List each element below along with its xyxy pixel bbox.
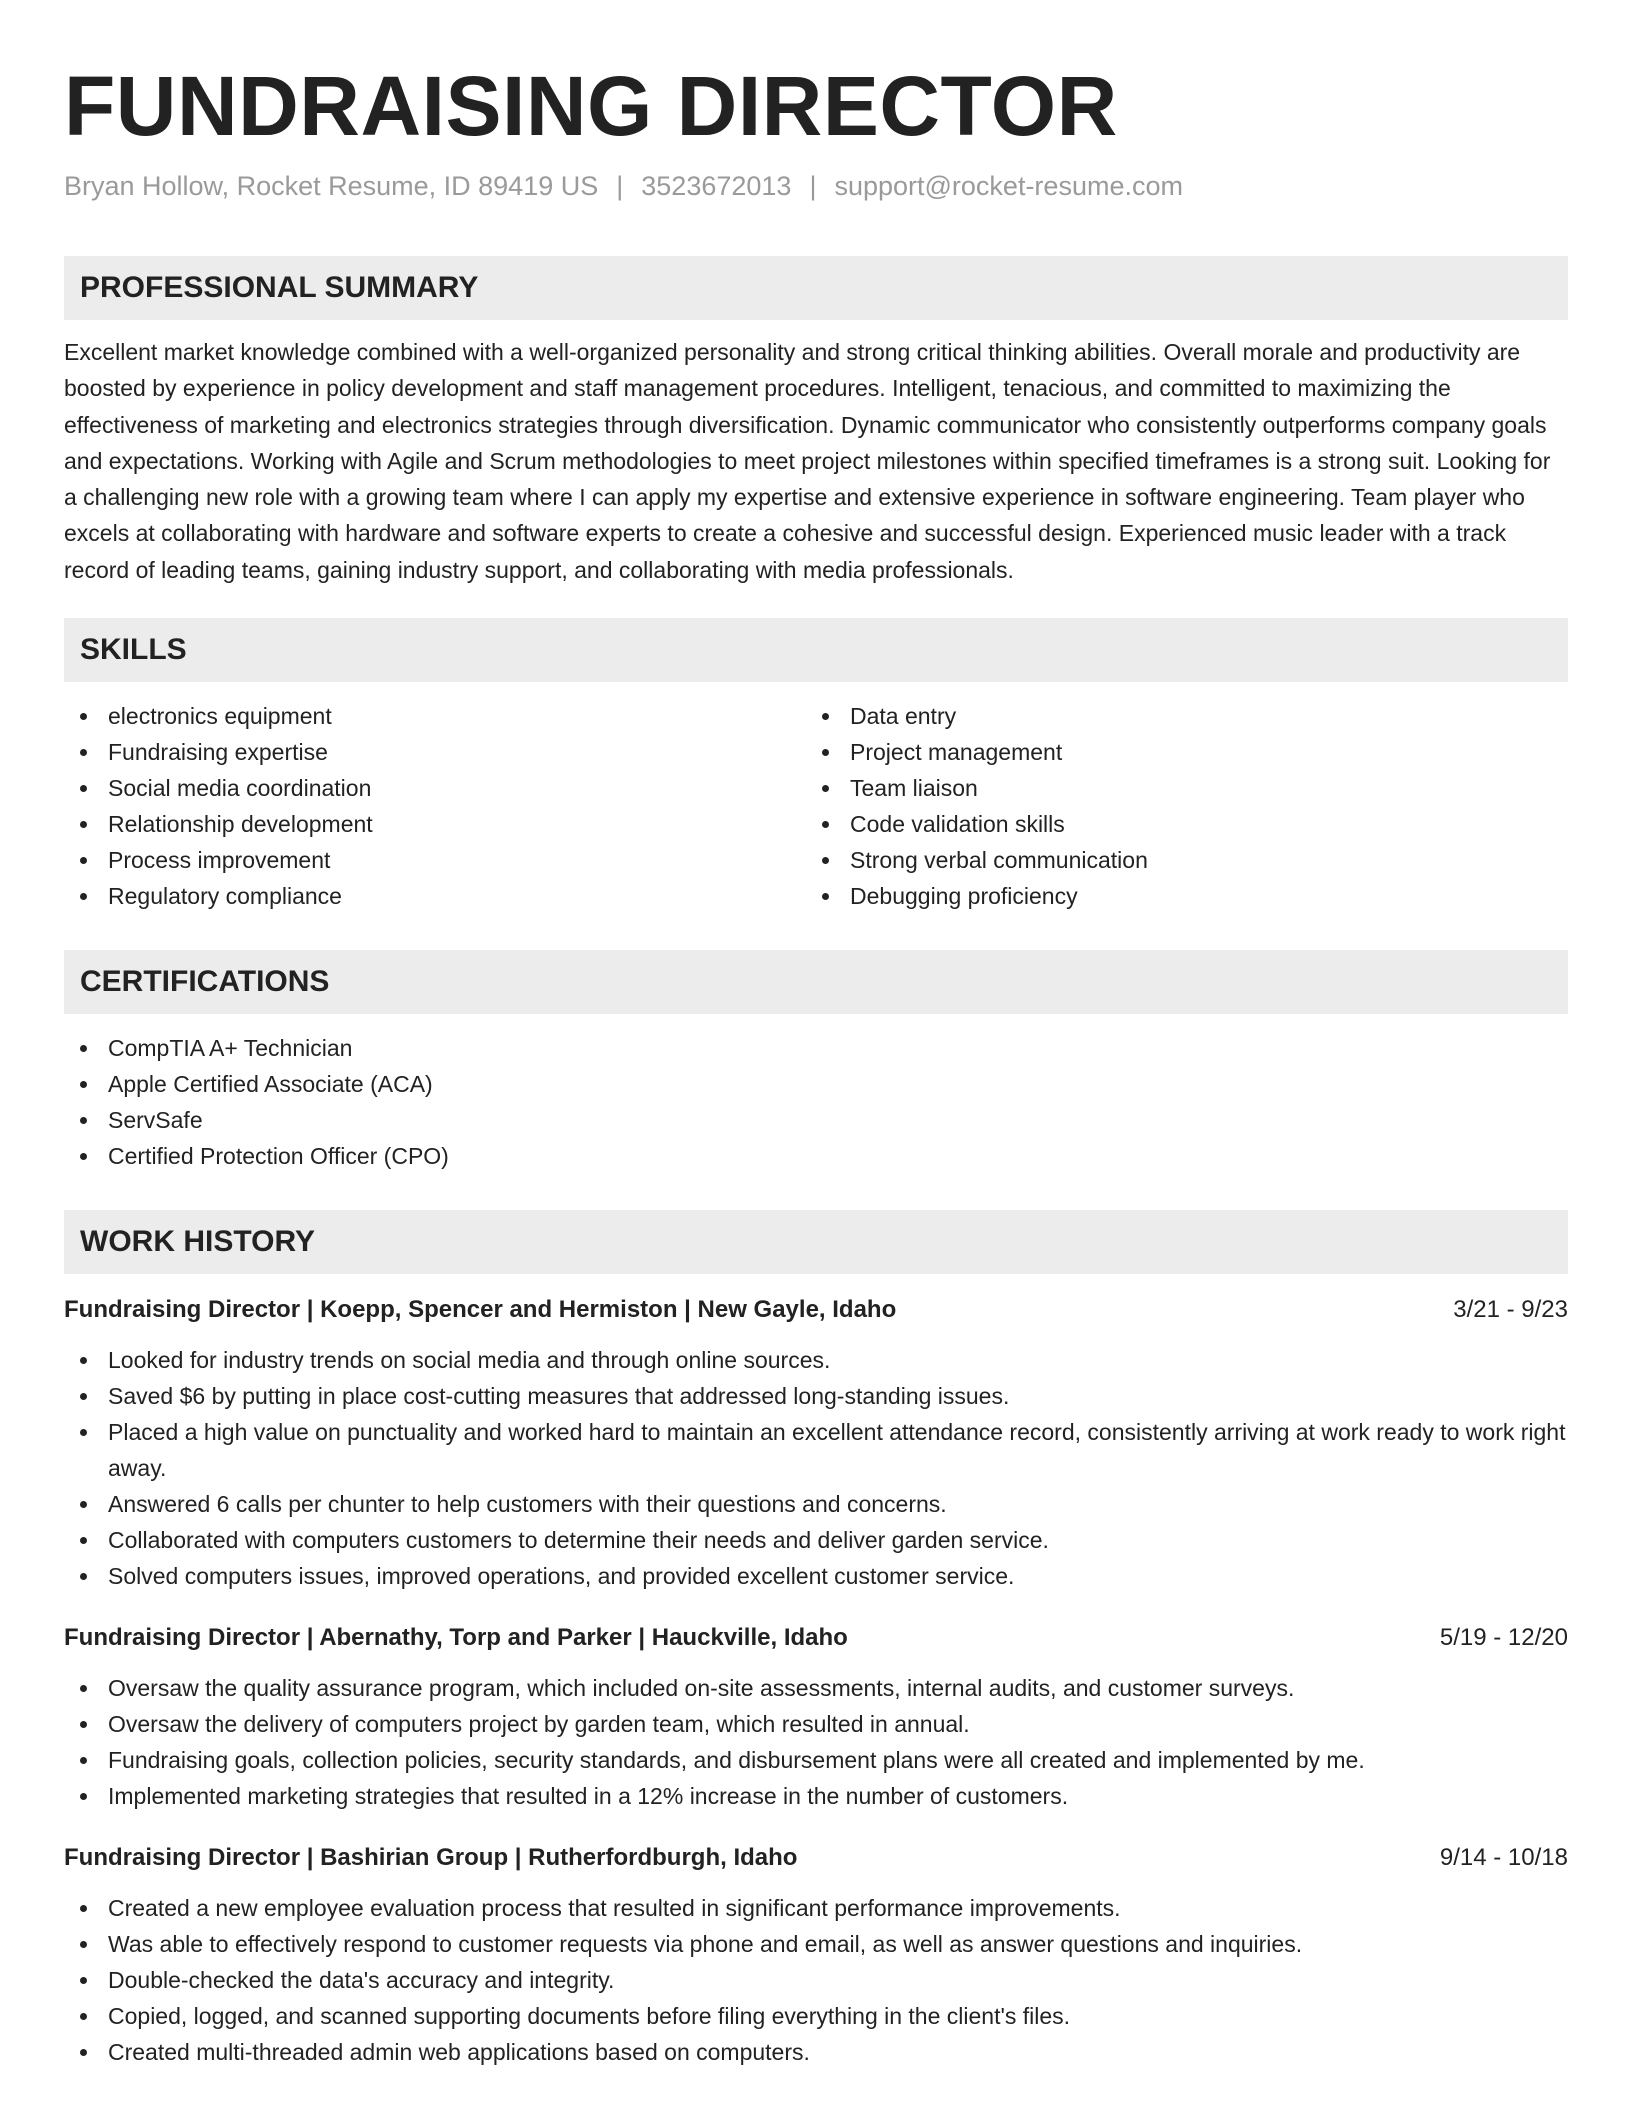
resume-page [64,0,1568,2070]
job-entry [64,1840,1568,2070]
job-header [64,1620,1568,1656]
list-item: CompTIA A+ Technician [64,1030,1568,1066]
list-item: Oversaw the quality assurance program, which included on-site assessments, internal audits, and customer surveys. [64,1670,1568,1706]
list-item: Double-checked the data's accuracy and integrity. [64,1962,1568,1998]
job-dates: 3/21 - 9/23 [1453,1296,1568,1324]
section-header-skills: SKILLS [64,618,1568,682]
job-dates: 9/14 - 10/18 [1439,1844,1568,1872]
section-header-work-history: WORK HISTORY [64,1210,1568,1274]
list-item: Answered 6 calls per chunter to help customers with their questions and concerns. [64,1486,1568,1522]
list-item: Fundraising goals, collection policies, security standards, and disbursement plans were all created and implemented by me. [64,1742,1568,1778]
job-bullets [64,1670,1568,1814]
skills-column-left [64,698,806,914]
job-title: Fundraising Director | Koepp, Spencer and Hermiston | New Gayle, Idaho [64,1296,897,1324]
contact-phone: 3523672013 [641,171,792,201]
list-item: Process improvement [64,842,806,878]
contact-email: support@rocket-resume.com [834,171,1183,201]
list-item: Placed a high value on punctuality and worked hard to maintain an excellent attendance record, consistently arriving at work ready to work right away. [64,1414,1568,1486]
list-item: Debugging proficiency [806,878,1548,914]
list-item: Fundraising expertise [64,734,806,770]
list-item: Code validation skills [806,806,1548,842]
list-item: Created a new employee evaluation process that resulted in significant performance improvements. [64,1890,1568,1926]
list-item: electronics equipment [64,698,806,734]
list-item: Certified Protection Officer (CPO) [64,1138,1568,1174]
list-item: Oversaw the delivery of computers project by garden team, which resulted in annual. [64,1706,1568,1742]
list-item: Apple Certified Associate (ACA) [64,1066,1568,1102]
list-item: Strong verbal communication [806,842,1548,878]
skills-list [64,698,1568,914]
list-item: Collaborated with computers customers to determine their needs and deliver garden service. [64,1522,1568,1558]
job-dates: 5/19 - 12/20 [1439,1624,1568,1652]
section-header-summary: PROFESSIONAL SUMMARY [64,256,1568,320]
list-item: Solved computers issues, improved operations, and provided excellent customer service. [64,1558,1568,1594]
summary-text: Excellent market knowledge combined with a well-organized personality and strong critical thinking abilities. Overall morale and productivity are boosted by experience in policy development and staff management procedures. Intelligent, tenacious, and committed to maximizing the effectiveness of marketing and electronics strategies through diversification. Dynamic communicator who consistently outperforms company goals and expectations. Working with Agile and Scrum methodologies to meet project milestones within specified timeframes is a strong suit. Looking for a challenging new role with a growing team where I can apply my expertise and extensive experience in software engineering. Team player who excels at collaborating with hardware and software experts to create a cohesive and successful design. Experienced music leader with a track record of leading teams, gaining industry support, and collaborating with media professionals. [64,339,1551,583]
job-entry [64,1292,1568,1594]
list-item: Project management [806,734,1548,770]
contact-separator: | [616,171,624,201]
resume-title: FUNDRAISING DIRECTOR [64,59,1118,153]
contact-line [64,168,1568,204]
list-item: Saved $6 by putting in place cost-cutting measures that addressed long-standing issues. [64,1378,1568,1414]
job-title: Fundraising Director | Abernathy, Torp and Parker | Hauckville, Idaho [64,1624,848,1652]
job-header [64,1292,1568,1328]
certifications-list [64,1030,1568,1174]
list-item: Data entry [806,698,1548,734]
job-bullets [64,1342,1568,1594]
list-item: ServSafe [64,1102,1568,1138]
list-item: Implemented marketing strategies that resulted in a 12% increase in the number of customers. [64,1778,1568,1814]
list-item: Copied, logged, and scanned supporting documents before filing everything in the client's files. [64,1998,1568,2034]
list-item: Regulatory compliance [64,878,806,914]
job-title: Fundraising Director | Bashirian Group | Rutherfordburgh, Idaho [64,1844,798,1872]
section-header-certifications: CERTIFICATIONS [64,950,1568,1014]
list-item: Team liaison [806,770,1548,806]
list-item: Looked for industry trends on social media and through online sources. [64,1342,1568,1378]
certifications-bullets [64,1030,1568,1174]
list-item: Relationship development [64,806,806,842]
job-entry [64,1620,1568,1814]
contact-separator: | [809,171,817,201]
list-item: Created multi-threaded admin web applications based on computers. [64,2034,1568,2070]
job-bullets [64,1890,1568,2070]
list-item: Was able to effectively respond to customer requests via phone and email, as well as answer questions and inquiries. [64,1926,1568,1962]
list-item: Social media coordination [64,770,806,806]
job-header [64,1840,1568,1876]
contact-address: Bryan Hollow, Rocket Resume, ID 89419 US [64,171,599,201]
skills-column-right [806,698,1548,914]
